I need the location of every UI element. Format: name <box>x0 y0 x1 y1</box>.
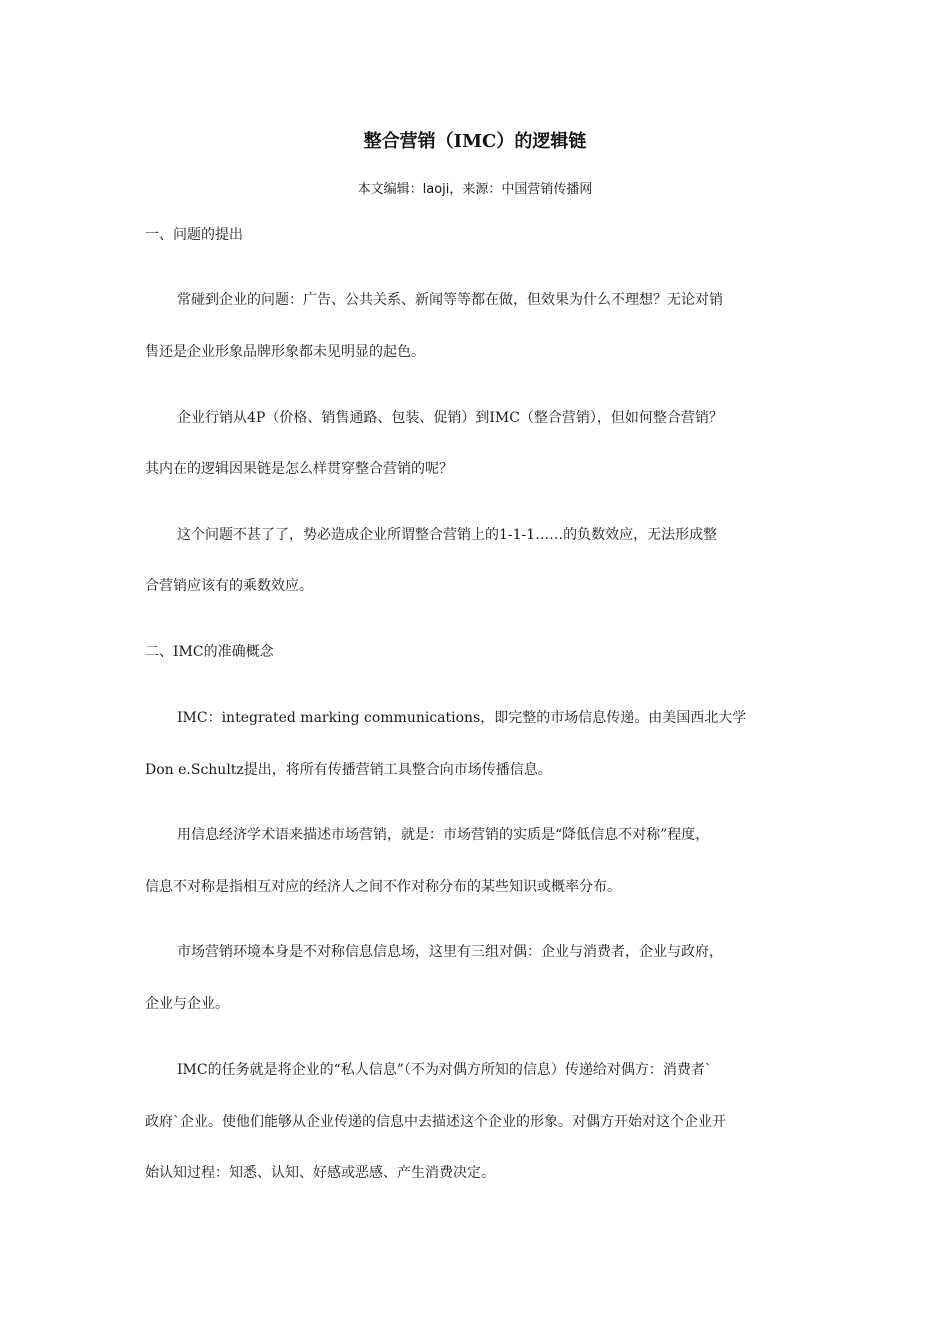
document-title: 整合营销（IMC）的逻辑链 <box>363 131 587 152</box>
paragraph-line: Don e.Schultz提出，将所有传播营销工具整合向市场传播信息。 <box>145 762 552 778</box>
document-byline: 本文编辑：laoji，来源：中国营销传播网 <box>357 182 593 197</box>
paragraph-line: 信息不对称是指相互对应的经济人之间不作对称分布的某些知识或概率分布。 <box>145 879 621 895</box>
paragraph-line: 企业与企业。 <box>145 996 229 1012</box>
paragraph-line: 其内在的逻辑因果链是怎么样贯穿整合营销的呢？ <box>145 461 453 477</box>
paragraph-line: 政府`企业。使他们能够从企业传递的信息中去描述这个企业的形象。对偶方开始对这个企业开 <box>145 1114 726 1130</box>
paragraph-line: 合营销应该有的乘数效应。 <box>145 578 313 594</box>
paragraph-line: 企业行销从4P（价格、销售通路、包装、促销）到IMC（整合营销），但如何整合营销？ <box>177 410 723 426</box>
paragraph-line: IMC的任务就是将企业的“私人信息”（不为对偶方所知的信息）传递给对偶方：消费者` <box>177 1062 712 1078</box>
paragraph-line: 始认知过程：知悉、认知、好感或恶感、产生消费决定。 <box>145 1165 495 1181</box>
paragraph-line: 常碰到企业的问题：广告、公共关系、新闻等等都在做，但效果为什么不理想？无论对销 <box>177 292 723 308</box>
paragraph-line: 这个问题不甚了了，势必造成企业所谓整合营销上的1-1-1……的负数效应，无法形成整 <box>177 527 718 543</box>
paragraph-line: 市场营销环境本身是不对称信息信息场，这里有三组对偶：企业与消费者，企业与政府， <box>177 944 723 960</box>
section-heading-2: 二、IMC的准确概念 <box>145 644 274 660</box>
paragraph-line: 售还是企业形象品牌形象都未见明显的起色。 <box>145 344 425 360</box>
paragraph-line: 用信息经济学术语来描述市场营销，就是：市场营销的实质是“降低信息不对称”程度， <box>177 827 710 843</box>
paragraph-line: IMC：integrated marking communications，即完整的市场信息传递。由美国西北大学 <box>177 710 747 726</box>
section-heading-1: 一、问题的提出 <box>145 227 243 243</box>
